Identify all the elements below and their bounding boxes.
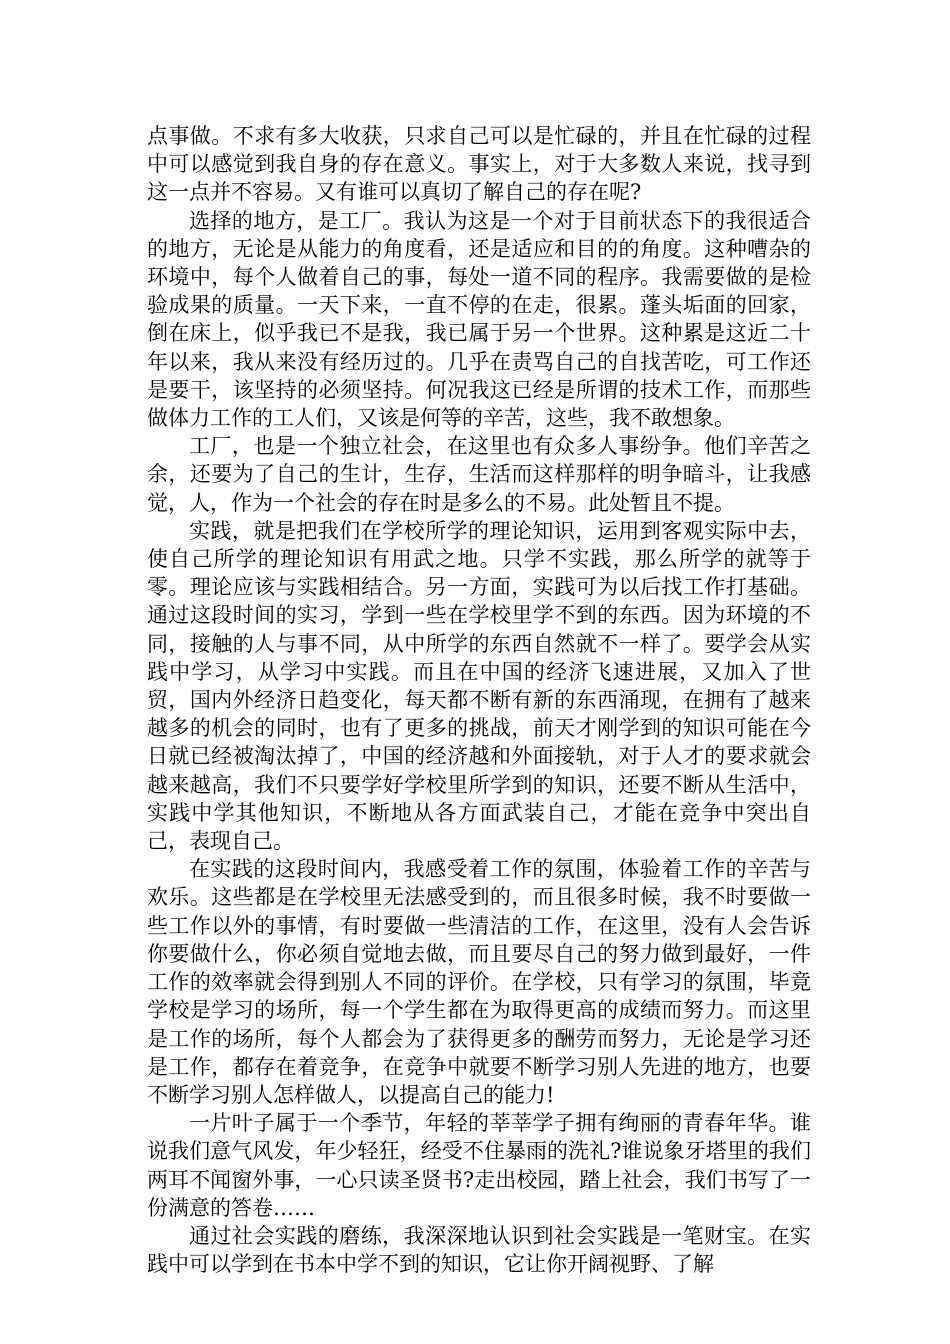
document-body [147, 122, 811, 1278]
paragraph-3: 工厂，也是一个独立社会，在这里也有众多人事纷争。他们辛苦之余，还要为了自己的生计，生存，生活而这样那样的明争暗斗，让我感觉，人，作为一个社会的存在时是多么的不易。此处暂且不提。 [147, 434, 811, 515]
paragraph-1: 点事做。不求有多大收获，只求自己可以是忙碌的，并且在忙碌的过程中可以感觉到我自身的存在意义。事实上，对于大多数人来说，找寻到这一点并不容易。又有谁可以真切了解自己的存在呢? [147, 124, 811, 205]
paragraph-2: 选择的地方，是工厂。我认为这是一个对于目前状态下的我很适合的地方，无论是从能力的角度看，还是适应和目的的角度。这种嘈杂的环境中，每个人做着自己的事，每处一道不同的程序。我需要做的是检验成果的质量。一天下来，一直不停的在走，很累。蓬头垢面的回家，倒在床上，似乎我已不是我，我已属于另一个世界。这种累是这近二十年以来，我从来没有经历过的。几乎在责骂自己的自找苦吃，可工作还是要干，该坚持的必须坚持。何况我这已经是所谓的技术工作，而那些做体力工作的工人们，又该是何等的辛苦，这些，我不敢想象。 [147, 208, 811, 431]
paragraph-7: 通过社会实践的磨练，我深深地认识到社会实践是一笔财宝。在实践中可以学到在书本中学不到的知识，它让你开阔视野、了解 [147, 1223, 811, 1277]
paragraph-6: 一片叶子属于一个季节，年轻的莘莘学子拥有绚丽的青春年华。谁说我们意气风发，年少轻狂，经受不住暴雨的洗礼?谁说象牙塔里的我们两耳不闻窗外事，一心只读圣贤书?走出校园，踏上社会，我们书写了一份满意的答卷…… [147, 1111, 811, 1220]
paragraph-4: 实践，就是把我们在学校所学的理论知识，运用到客观实际中去，使自己所学的理论知识有用武之地。只学不实践，那么所学的就等于零。理论应该与实践相结合。另一方面，实践可为以后找工作打基础。通过这段时间的实习，学到一些在学校里学不到的东西。因为环境的不同，接触的人与事不同，从中所学的东西自然就不一样了。要学会从实践中学习，从学习中实践。而且在中国的经济飞速进展，又加入了世贸，国内外经济日趋变化，每天都不断有新的东西涌现，在拥有了越来越多的机会的同时，也有了更多的挑战，前天才刚学到的知识可能在今日就已经被淘汰掉了，中国的经济越和外面接轨，对于人才的要求就会越来越高，我们不只要学好学校里所学到的知识，还要不断从生活中，实践中学其他知识，不断地从各方面武装自己，才能在竞争中突出自己，表现自己。 [147, 518, 811, 854]
paragraph-5: 在实践的这段时间内，我感受着工作的氛围，体验着工作的辛苦与欢乐。这些都是在学校里无法感受到的，而且很多时候，我不时要做一些工作以外的事情，有时要做一些清洁的工作，在这里，没有人会告诉你要做什么，你必须自觉地去做，而且要尽自己的努力做到最好，一件工作的效率就会得到别人不同的评价。在学校，只有学习的氛围，毕竟学校是学习的场所，每一个学生都在为取得更高的成绩而努力。而这里是工作的场所，每个人都会为了获得更多的酬劳而努力，无论是学习还是工作，都存在着竞争，在竞争中就要不断学习别人先进的地方，也要不断学习别人怎样做人，以提高自己的能力! [147, 857, 811, 1107]
